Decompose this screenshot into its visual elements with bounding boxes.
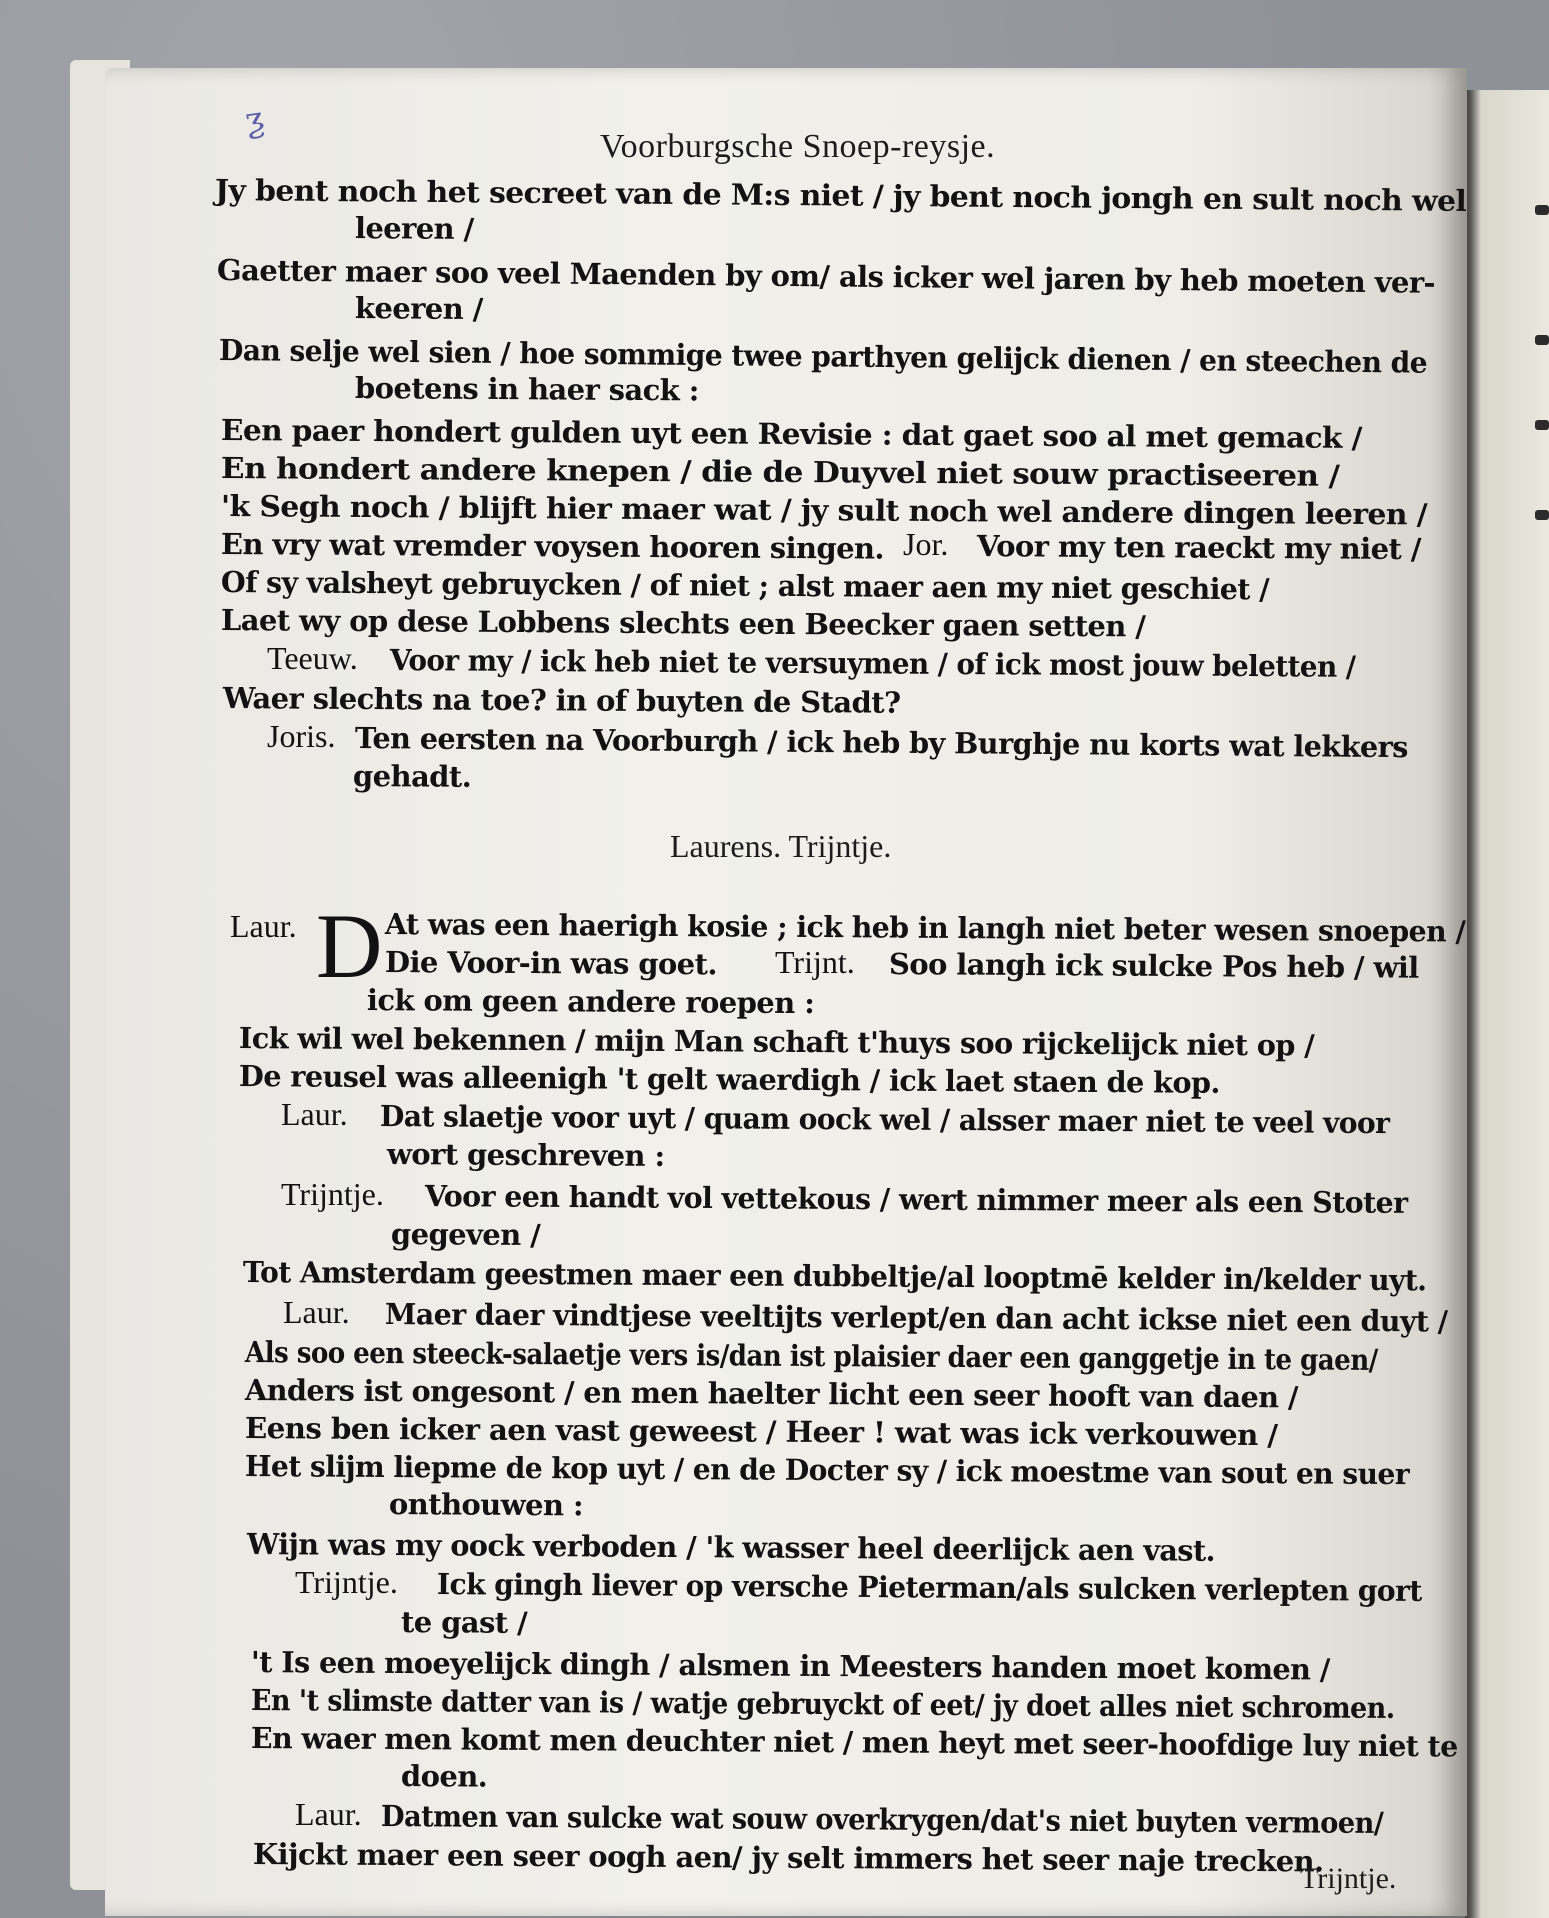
text-line: Eens ben icker aen vast geweest / Heer ! wat was ick verkouwen / — [244, 1411, 1278, 1453]
text-line: Anders ist ongesont / en men haelter licht een seer hooft van daen / — [244, 1373, 1298, 1415]
text-line: onthouwen : — [388, 1487, 584, 1523]
text-line: Ick wil wel bekennen / mijn Man schaft t'huys soo rijckelijck niet op / — [238, 1021, 1315, 1063]
speaker-label: Trijnt. — [775, 944, 855, 980]
text-line: En waer men komt men deuchter niet / men heyt met seer-hoofdige luy niet te — [250, 1721, 1458, 1764]
speaker-label: Joris. — [267, 718, 336, 754]
text-line: boetens in haer sack : — [354, 371, 699, 408]
text-line: gehadt. — [352, 759, 472, 794]
text-line: 't Is een moeyelijck dingh / alsmen in Meesters handen moet komen / — [250, 1645, 1330, 1687]
text-line: At was een haerigh kosie ; ick heb in langh niet beter wesen snoepen / — [384, 907, 1466, 949]
catchword: Trijntje. — [1300, 1862, 1397, 1895]
speaker-label: Laur. — [295, 1796, 362, 1832]
text-line: Dan selje wel sien / hoe sommige twee parthyen gelijck dienen / en steechen de — [218, 333, 1428, 380]
facing-page-mark — [1535, 205, 1549, 215]
text-line: wort geschreven : — [386, 1137, 665, 1173]
text-line: Een paer hondert gulden uyt een Revisie : dat gaet soo al met gemack / — [220, 413, 1362, 455]
text-line: De reusel was alleenigh 't gelt waerdigh / ick laet staen de kop. — [238, 1059, 1220, 1100]
speaker-label: Laur. — [283, 1294, 350, 1330]
text-line: leeren / — [354, 211, 474, 247]
speaker-label: Trijntje. — [295, 1564, 398, 1600]
text-line: Maer daer vindtjese veeltijts verlept/en dan acht ickse niet een duyt / — [384, 1297, 1448, 1339]
text-line: En vry wat vremder voysen hooren singen. — [220, 527, 885, 566]
facing-page-mark — [1535, 335, 1549, 345]
text-line: Wijn was my oock verboden / 'k wasser heel deerlijck aen vast. — [246, 1527, 1216, 1568]
text-line: En 't slimste datter van is / watje gebruyckt of eet/ jy doet alles niet schromen. — [250, 1683, 1395, 1725]
facing-page-mark — [1535, 420, 1549, 430]
facing-page-mark — [1535, 510, 1549, 520]
text-line: ick om geen andere roepen : — [366, 983, 815, 1021]
text-line: Voor een handt vol vettekous / wert nimmer meer als een Stoter — [424, 1179, 1408, 1220]
text-line: Gaetter maer soo veel Maenden by om/ als icker wel jaren by heb moeten ver- — [216, 253, 1436, 300]
speaker-label: Trijntje. — [281, 1176, 384, 1212]
running-head: Voorburgsche Snoep-reysje. — [600, 128, 996, 165]
text-line: Of sy valsheyt gebruycken / of niet ; alst maer aen my niet geschiet / — [220, 565, 1270, 607]
text-line: 'k Segh noch / blijft hier maer wat / jy sult noch wel andere dingen leeren / — [220, 489, 1428, 532]
text-line: keeren / — [354, 291, 483, 327]
text-line: gegeven / — [390, 1217, 541, 1253]
speaker-label: Laur. — [281, 1096, 348, 1132]
text-line: Als soo een steeck-salaetje vers is/dan ist plaisier daer een ganggetje in te gaen/ — [244, 1335, 1378, 1377]
text-line: Dat slaetje voor uyt / quam oock wel / alsser maer niet te veel voor — [379, 1099, 1390, 1141]
text-line: Datmen van sulcke wat souw overkrygen/dat's niet buyten vermoen/ — [380, 1799, 1384, 1840]
facing-page-edge — [1465, 90, 1549, 1918]
text-line: Die Voor-in was goet. — [384, 945, 718, 982]
section-heading: Laurens. Trijntje. — [670, 828, 892, 864]
drop-cap: D — [316, 895, 383, 997]
text-line: Het slijm liepme de kop uyt / en de Docter sy / ick moestme van sout en suer — [244, 1449, 1410, 1492]
text-line: Laet wy op dese Lobbens slechts een Beecker gaen setten / — [220, 603, 1146, 644]
text-line: Waer slechts na toe? in of buyten de Stadt? — [222, 681, 901, 720]
text-line: Voor my ten raeckt my niet / — [976, 529, 1421, 567]
text-line: Kijckt maer een seer oogh aen/ jy selt immers het seer naje trecken. — [252, 1837, 1324, 1879]
text-line: En hondert andere knepen / die de Duyvel niet souw practiseeren / — [220, 451, 1340, 493]
text-line: Soo langh ick sulcke Pos heb / wil — [888, 947, 1419, 985]
text-line: Voor my / ick heb niet te versuymen / of ick most jouw beletten / — [389, 643, 1356, 684]
text-line: doen. — [400, 1759, 488, 1794]
text-line: Jy bent noch het secreet van de M:s niet / jy bent noch jongh en sult noch wel — [214, 173, 1467, 218]
text-line: Tot Amsterdam geestmen maer een dubbeltje/al looptmē kelder in/kelder uyt. — [242, 1255, 1427, 1298]
text-line: Ick gingh liever op versche Pieterman/als sulcken verlepten gort — [436, 1567, 1422, 1608]
text-line: te gast / — [400, 1605, 528, 1640]
text-line: Ten eersten na Voorburgh / ick heb by Burghje nu korts wat lekkers — [354, 721, 1408, 765]
speaker-label: Jor. — [903, 526, 949, 562]
pencil-annotation: ƺ — [242, 98, 267, 142]
speaker-label: Laur. — [230, 908, 297, 944]
speaker-label: Teeuw. — [267, 640, 358, 676]
